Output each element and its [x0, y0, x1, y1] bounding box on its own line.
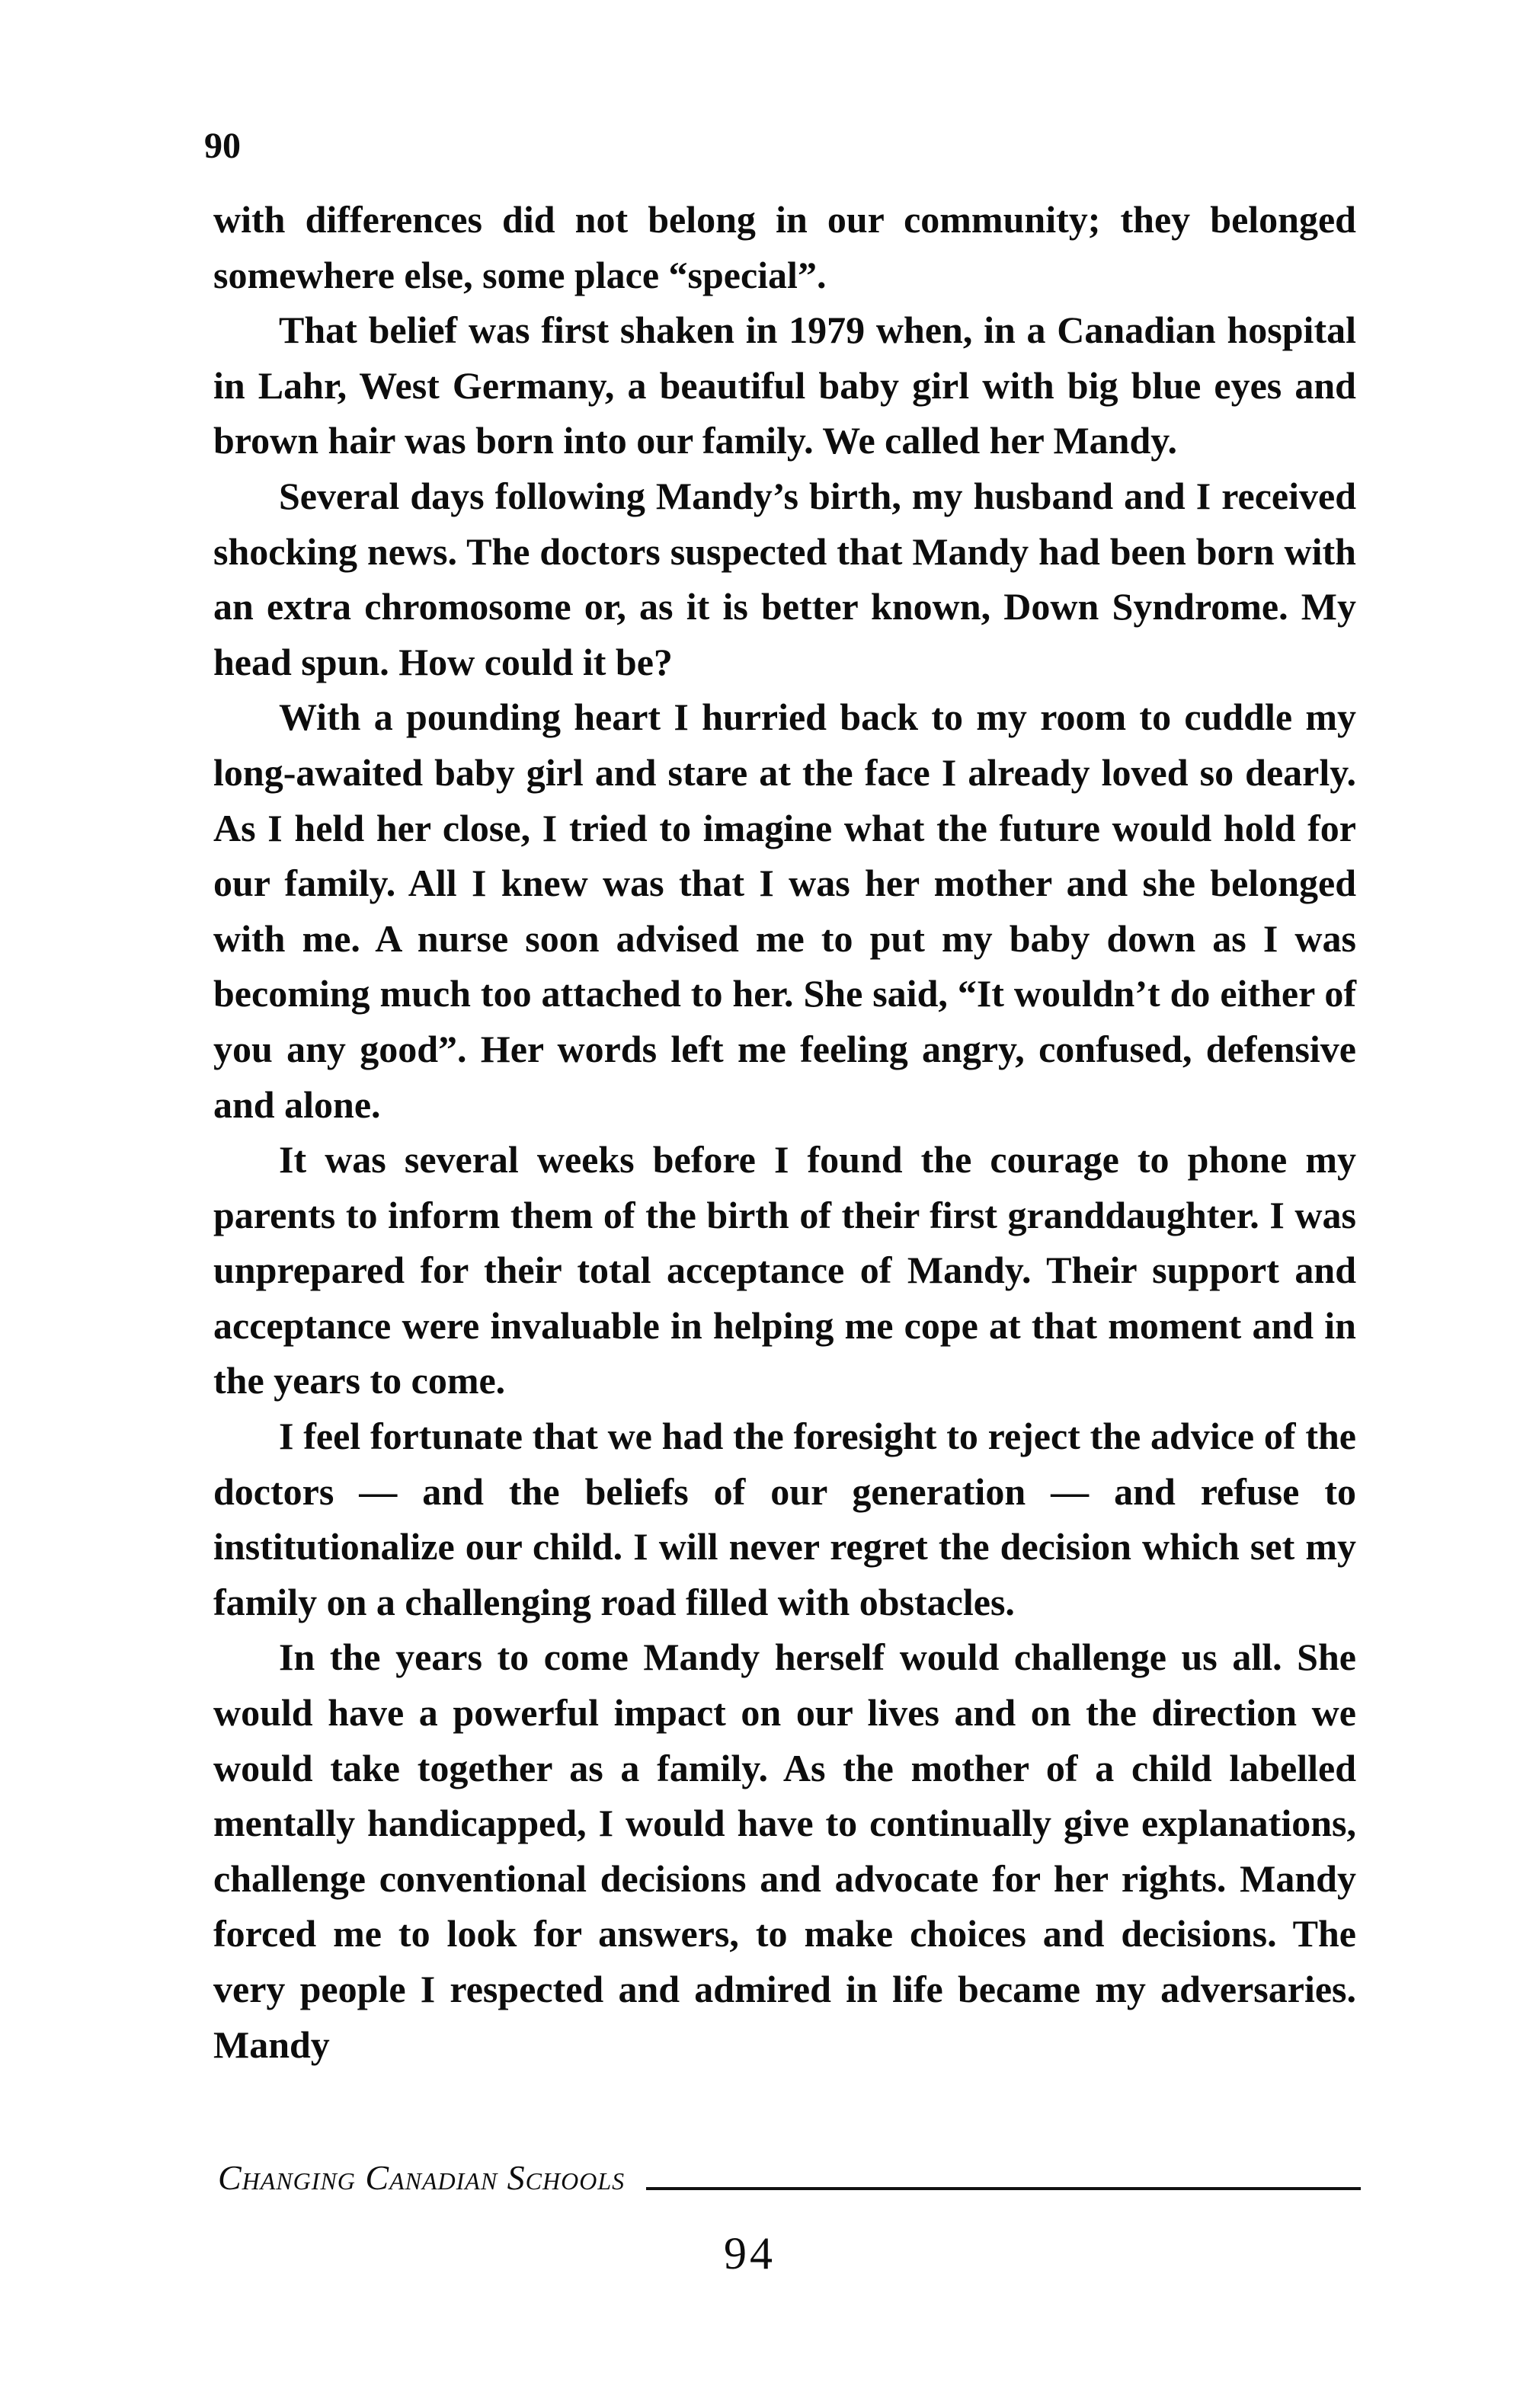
paragraph: with differences did not belong in our community; they belonged somewhere else, some place “special”.	[213, 198, 1356, 296]
body-text	[213, 192, 1356, 2072]
paragraph: It was several weeks before I found the courage to phone my parents to inform them of the birth of their first granddaughter. I was unprepared for their total acceptance of Mandy. Their support and acceptance were invaluable in helping me cope at that moment and in the years to come.	[213, 1138, 1356, 1402]
paragraph: With a pounding heart I hurried back to my room to cuddle my long-awaited baby girl and stare at the face I already loved so dearly. As I held her close, I tried to imagine what the future would hold for our family. All I knew was that I was her mother and she belonged with me. A nurse soon advised me to put my baby down as I was becoming much too attached to her. She said, “It wouldn’t do either of you any good”. Her words left me feeling angry, confused, defensive and alone.	[213, 696, 1356, 1126]
folio: 94	[724, 2228, 776, 2278]
paragraph: In the years to come Mandy herself would challenge us all. She would have a powerful impact on our lives and on the direction we would take together as a family. As the mother of a child labelled mentally handicapped, I would have to continually give explanations, challenge conventional decisions and advocate for her rights. Mandy forced me to look for answers, to make choices and decisions. The very people I respected and admired in life became my adversaries. Mandy	[213, 1636, 1356, 2066]
paragraph: That belief was first shaken in 1979 when, in a Canadian hospital in Lahr, West Germany, a beautiful baby girl with big blue eyes and brown hair was born into our family. We called her Mandy.	[213, 309, 1356, 462]
running-footer	[218, 2157, 1361, 2198]
paragraph: I feel fortunate that we had the foresight to reject the advice of the doctors — and the beliefs of our generation — and refuse to institutionalize our child. I will never regret the decision which set my family on a challenging road filled with obstacles.	[213, 1415, 1356, 1623]
page-number: 90	[204, 126, 241, 166]
footer-rule	[646, 2187, 1361, 2190]
footer-title: Changing Canadian Schools	[218, 2158, 626, 2197]
paragraph: Several days following Mandy’s birth, my husband and I received shocking news. The doctors suspected that Mandy had been born with an extra chromosome or, as it is better known, Down Syndrome. My head spun. How could it be?	[213, 474, 1356, 683]
